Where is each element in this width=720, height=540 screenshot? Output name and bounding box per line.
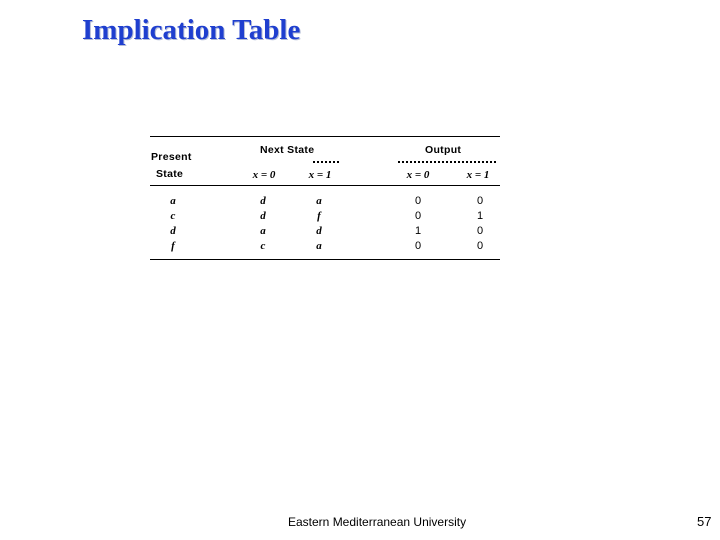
row-3-out-x1: 0 — [476, 225, 484, 237]
table-bottom-rule — [150, 259, 500, 260]
row-3-ns-x1: d — [316, 225, 322, 237]
slide-title: Implication Table — [82, 14, 301, 46]
table-header-rule — [150, 185, 500, 186]
row-2-out-x0: 0 — [414, 210, 422, 222]
footer-university: Eastern Mediterranean University — [288, 515, 467, 529]
state-table-figure — [148, 134, 500, 262]
subheader-out-x1: x = 1 — [466, 169, 490, 181]
row-2-out-x1: 1 — [476, 210, 484, 222]
row-3-out-x0: 1 — [414, 225, 422, 237]
present-state-header-line1: Present — [151, 151, 192, 163]
present-state-header-line2: State — [156, 168, 184, 180]
row-3-ns-x0: a — [260, 225, 266, 237]
row-4-out-x0: 0 — [414, 240, 422, 252]
row-1-ns-x0: d — [260, 195, 266, 207]
row-1-out-x1: 0 — [476, 195, 484, 207]
row-4-present: f — [171, 240, 175, 252]
row-2-present: c — [170, 210, 176, 222]
next-state-header: Next State — [260, 144, 315, 156]
row-3-present: d — [170, 225, 176, 237]
subheader-out-x0: x = 0 — [406, 169, 430, 181]
row-4-out-x1: 0 — [476, 240, 484, 252]
table-top-rule — [150, 136, 500, 137]
output-underline — [398, 161, 496, 163]
row-2-ns-x1: f — [317, 210, 321, 222]
subheader-ns-x0: x = 0 — [252, 169, 276, 181]
row-4-ns-x0: c — [260, 240, 266, 252]
row-1-out-x0: 0 — [414, 195, 422, 207]
row-4-ns-x1: a — [316, 240, 322, 252]
output-header: Output — [425, 144, 462, 156]
page-number: 57 — [697, 514, 712, 529]
row-2-ns-x0: d — [260, 210, 266, 222]
row-1-ns-x1: a — [316, 195, 322, 207]
next-state-underline — [313, 161, 339, 163]
row-1-present: a — [170, 195, 176, 207]
subheader-ns-x1: x = 1 — [308, 169, 332, 181]
